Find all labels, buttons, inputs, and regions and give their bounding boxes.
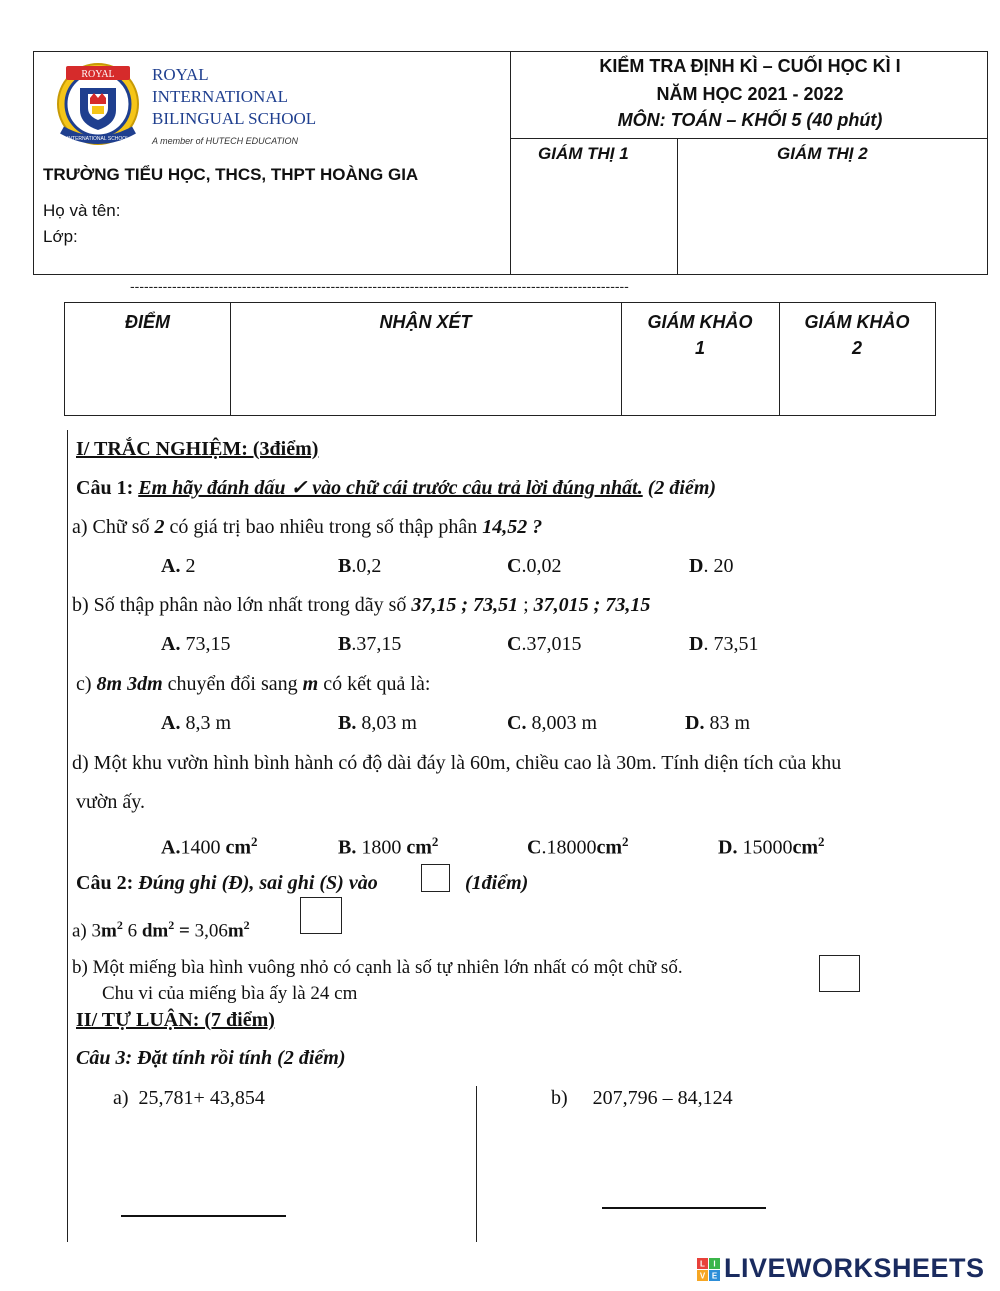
option-unit: cm — [225, 836, 251, 859]
question-1a — [72, 514, 542, 540]
question-points: (1điểm) — [465, 872, 529, 894]
school-crest-icon — [52, 60, 144, 150]
question-1d-line1: d) Một khu vườn hình bình hành có độ dài đáy là 60m, chiều cao là 30m. Tính diện tích của khu — [72, 752, 842, 774]
option-text: .0,02 — [521, 555, 562, 577]
option-letter: B — [338, 555, 352, 577]
examiner-1-line: 1 — [694, 338, 705, 358]
score-header: ĐIỂM — [125, 312, 170, 332]
student-name-label: Họ và tên: — [43, 201, 121, 220]
q-eq: = — [174, 920, 195, 942]
option-unit: cm — [406, 836, 432, 859]
option-letter: B. — [338, 712, 357, 734]
option-exponent: 2 — [431, 834, 439, 849]
question-3-heading: Câu 3: Đặt tính rồi tính (2 điểm) — [76, 1047, 346, 1069]
option-letter: B — [338, 633, 352, 655]
examiner-2-header — [779, 309, 935, 361]
q-emph: 2 — [154, 516, 165, 538]
option-1a-A[interactable] — [161, 553, 195, 579]
option-text: 1400 — [180, 836, 226, 859]
option-exponent: 2 — [818, 834, 825, 849]
question-2a — [72, 912, 250, 944]
exam-header-table — [33, 51, 988, 275]
question-instruction: Đúng ghi (Đ), sai ghi (S) vào — [138, 872, 378, 894]
examiner-2-line: GIÁM KHẢO — [804, 312, 910, 332]
option-text: .0,2 — [351, 555, 382, 577]
option-1c-D[interactable] — [685, 710, 750, 736]
brand-line: INTERNATIONAL — [152, 87, 288, 106]
question-2b-line2: Chu vi của miếng bìa ấy là 24 cm — [102, 983, 358, 1004]
logo-letter: V — [699, 1271, 706, 1281]
option-text: .37,15 — [351, 633, 402, 655]
q-emph: 37,15 ; 73,51 — [411, 594, 519, 616]
q-expression: 25,781+ 43,854 — [138, 1087, 265, 1109]
option-text: 8,3 m — [180, 712, 232, 734]
option-letter: D. — [685, 712, 705, 734]
option-text: .37,015 — [521, 633, 582, 655]
option-1a-D[interactable] — [689, 553, 733, 579]
option-letter: D — [689, 633, 704, 655]
q-exp: 2 — [243, 918, 250, 932]
option-text: 15000 — [737, 836, 793, 859]
school-name: TRƯỜNG TIỂU HỌC, THCS, THPT HOÀNG GIA — [43, 165, 419, 184]
q-text: có giá trị bao nhiêu trong số thập phân — [164, 516, 483, 538]
option-1d-D[interactable] — [718, 829, 825, 861]
brand-line: ROYAL — [152, 65, 209, 84]
proctor-2-label: GIÁM THỊ 2 — [777, 144, 868, 163]
column-divider — [476, 1086, 477, 1242]
question-label: Câu 2: — [76, 872, 134, 894]
question-1d-line2: vườn ấy. — [76, 791, 145, 813]
question-3b — [551, 1085, 733, 1111]
question-1c — [76, 671, 430, 697]
option-letter: B. — [338, 836, 357, 859]
q-exp: 2 — [116, 918, 123, 932]
logo-letter: E — [711, 1271, 718, 1281]
logo-letter: L — [700, 1259, 705, 1269]
logo-ring-text: INTERNATIONAL SCHOOL — [67, 136, 129, 142]
option-1d-B[interactable] — [338, 829, 438, 861]
option-1b-B[interactable] — [338, 631, 401, 657]
question-2b-line1: b) Một miếng bìa hình vuông nhỏ có cạnh là số tự nhiên lớn nhất có một chữ số. — [72, 957, 683, 978]
option-text: . 73,51 — [703, 633, 759, 655]
option-text: .18000 — [541, 836, 597, 859]
exam-title: KIỂM TRA ĐỊNH KÌ – CUỐI HỌC KÌ I — [599, 56, 901, 76]
question-3a — [113, 1085, 265, 1111]
q-text: 3,06 — [194, 920, 228, 942]
answer-box-2a[interactable] — [300, 897, 342, 934]
q-emph: 8m 3dm — [96, 673, 163, 695]
proctor-1-label: GIÁM THỊ 1 — [538, 144, 629, 163]
option-letter: C — [507, 555, 522, 577]
part-1-title: I/ TRẮC NGHIỆM: (3điểm) — [76, 438, 319, 460]
q-emph: 37,015 ; 73,15 — [533, 594, 651, 616]
q-text: 6 — [122, 920, 142, 942]
brand-line: BILINGUAL SCHOOL — [152, 109, 317, 128]
option-text: 8,003 m — [526, 712, 598, 734]
option-1b-C[interactable] — [507, 631, 581, 657]
option-letter: D. — [718, 836, 738, 859]
question-instruction: Em hãy đánh dấu ✓ vào chữ cái trước câu trả lời đúng nhất. — [138, 477, 643, 499]
option-unit: cm — [792, 836, 818, 859]
liveworksheets-watermark: LIVEWORKSHEETS — [724, 1253, 985, 1283]
option-text: 83 m — [704, 712, 751, 734]
option-1a-B[interactable] — [338, 553, 381, 579]
option-1d-C[interactable] — [527, 829, 629, 861]
option-letter: C — [527, 836, 542, 859]
comment-header: NHẬN XÉT — [379, 312, 472, 332]
header-divider — [677, 138, 678, 274]
sample-answer-box — [421, 864, 450, 892]
option-1a-C[interactable] — [507, 553, 561, 579]
q-exp: 2 — [168, 918, 175, 932]
brand-member-text: A member of HUTECH EDUCATION — [152, 136, 299, 146]
q-emph: m — [302, 673, 319, 695]
option-unit: cm — [596, 836, 622, 859]
examiner-2-line: 2 — [851, 338, 862, 358]
cut-separator: ----------------------------------------------------------------------------------------------------------- — [130, 278, 629, 294]
logo-letter: I — [713, 1259, 716, 1269]
school-logo — [52, 60, 322, 150]
option-exponent: 2 — [622, 834, 629, 849]
q-text: a) 3 — [72, 920, 102, 942]
option-text: 73,15 — [180, 633, 231, 655]
option-letter: D — [689, 555, 704, 577]
q-label: b) — [551, 1087, 568, 1109]
school-brand-name — [152, 64, 316, 130]
header-divider — [510, 138, 987, 139]
option-letter: A. — [161, 633, 181, 655]
examiner-1-header — [621, 309, 779, 361]
q-text: có kết quả là: — [318, 673, 431, 695]
q-label: a) — [113, 1087, 129, 1109]
student-class-label: Lớp: — [43, 227, 78, 246]
q-emph: 14,52 ? — [482, 516, 543, 538]
option-text: 2 — [180, 555, 196, 577]
q-text: c) — [76, 673, 97, 695]
option-text: 8,03 m — [356, 712, 417, 734]
exam-subject: MÔN: TOÁN – KHỐI 5 (40 phút) — [617, 110, 883, 130]
calc-result-line-a[interactable] — [121, 1215, 286, 1217]
option-letter: A. — [161, 836, 181, 859]
question-points: (2 điểm) — [647, 477, 717, 499]
option-1c-C[interactable] — [507, 710, 597, 736]
q-unit: dm — [141, 920, 169, 942]
q-text: b) Số thập phân nào lớn nhất trong dãy số — [72, 594, 412, 616]
calc-result-line-b[interactable] — [602, 1207, 766, 1209]
option-letter: A. — [161, 555, 181, 577]
q-text: chuyển đổi sang — [162, 673, 303, 695]
option-letter: C. — [507, 712, 527, 734]
option-exponent: 2 — [251, 834, 258, 849]
question-1-heading — [76, 475, 716, 501]
margin-line — [67, 430, 68, 1242]
q-unit: m — [227, 920, 244, 942]
q-unit: m — [101, 920, 117, 942]
question-2-heading — [76, 870, 378, 896]
question-1b — [72, 592, 650, 618]
option-1d-A[interactable] — [161, 829, 258, 861]
q-expression: 207,796 – 84,124 — [592, 1087, 733, 1109]
logo-badge-text: ROYAL — [81, 69, 115, 80]
option-1c-B[interactable] — [338, 710, 417, 736]
option-text: . 20 — [703, 555, 734, 577]
examiner-1-line: GIÁM KHẢO — [647, 312, 753, 332]
q-text: ; — [518, 594, 534, 616]
option-letter: C — [507, 633, 522, 655]
option-1b-A[interactable] — [161, 631, 230, 657]
option-1b-D[interactable] — [689, 631, 758, 657]
option-text: 1800 — [356, 836, 407, 859]
part-2-title: II/ TỰ LUẬN: (7 điểm) — [76, 1009, 275, 1031]
score-table — [64, 302, 936, 416]
school-year: NĂM HỌC 2021 - 2022 — [656, 84, 844, 104]
q-text: a) Chữ số — [72, 516, 155, 538]
option-letter: A. — [161, 712, 181, 734]
liveworksheets-icon — [697, 1258, 721, 1282]
option-1c-A[interactable] — [161, 710, 231, 736]
question-label: Câu 1: — [76, 477, 134, 499]
answer-box-2b[interactable] — [819, 955, 860, 992]
